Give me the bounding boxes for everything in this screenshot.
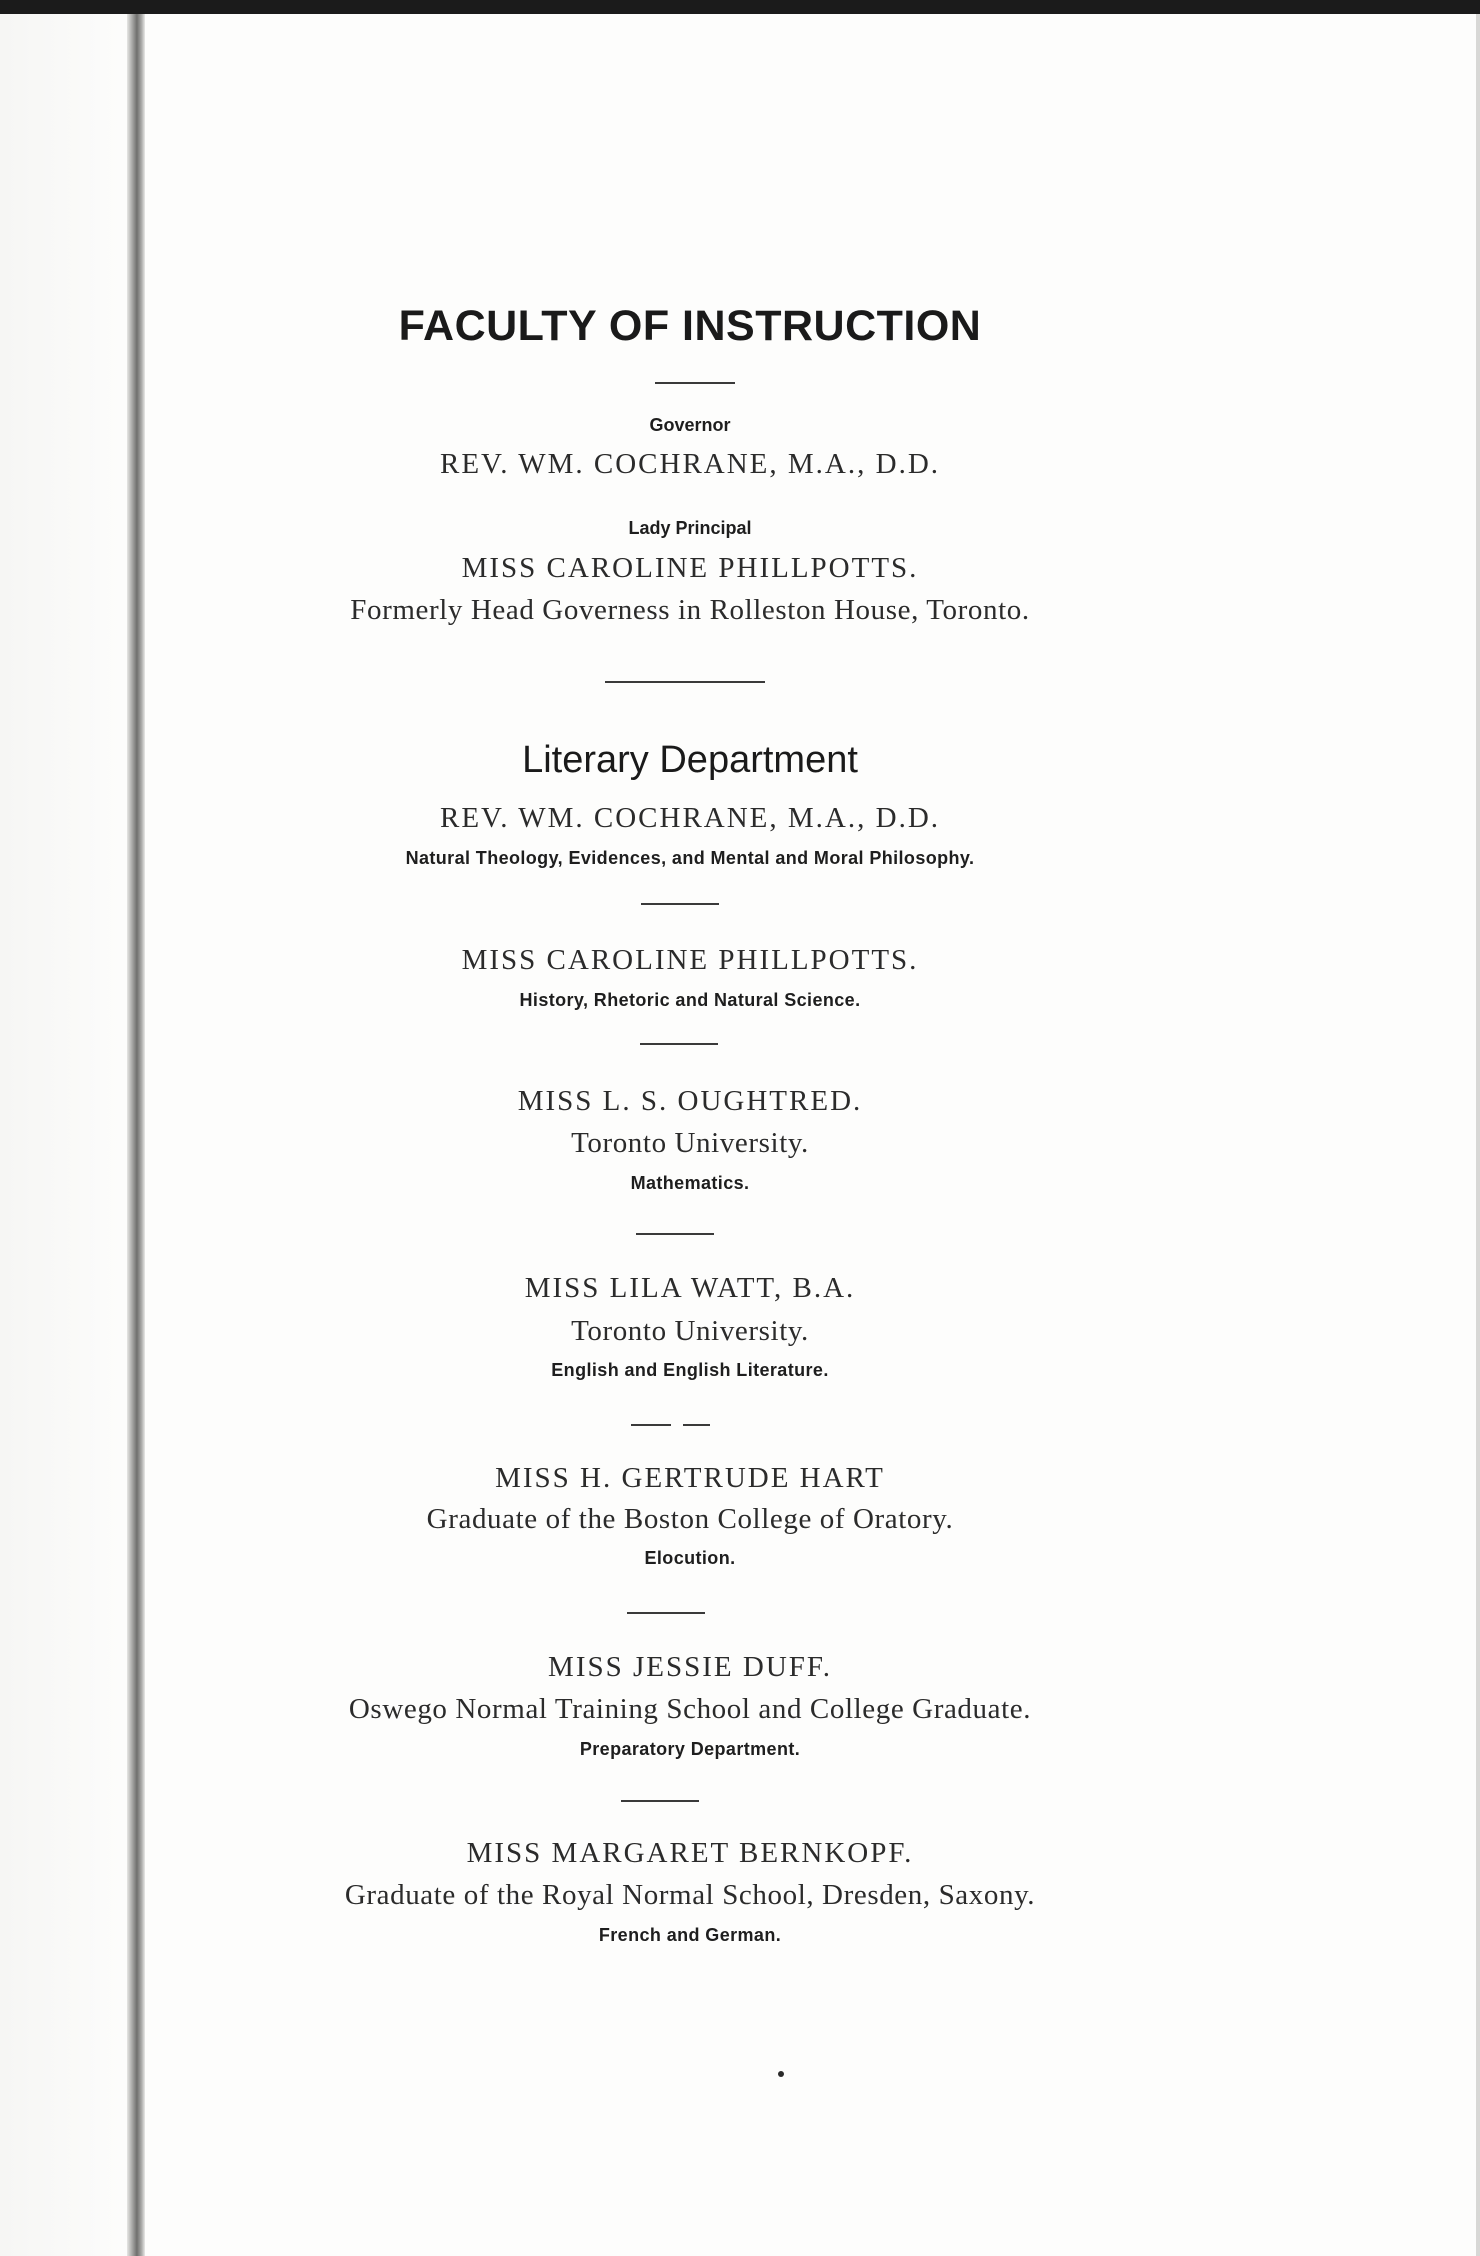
faculty-divider bbox=[640, 1043, 718, 1045]
faculty-divider bbox=[683, 1424, 710, 1426]
lady-principal-note: Formerly Head Governess in Rolleston House, Toronto. bbox=[350, 594, 1030, 626]
faculty-6-institution: Oswego Normal Training School and College Graduate. bbox=[348, 1693, 1032, 1725]
faculty-divider bbox=[641, 903, 719, 905]
faculty-4-name: MISS LILA WATT, B.A. bbox=[524, 1272, 856, 1304]
lady-principal-label: Lady Principal bbox=[628, 518, 752, 538]
faculty-3-subjects: Mathematics. bbox=[630, 1173, 750, 1193]
lady-principal-name: MISS CAROLINE PHILLPOTTS. bbox=[461, 552, 919, 584]
faculty-3-name: MISS L. S. OUGHTRED. bbox=[517, 1085, 863, 1117]
faculty-5-name: MISS H. GERTRUDE HART bbox=[495, 1462, 885, 1494]
faculty-2-name: MISS CAROLINE PHILLPOTTS. bbox=[461, 944, 919, 976]
faculty-4-institution: Toronto University. bbox=[571, 1315, 809, 1347]
faculty-4-subjects: English and English Literature. bbox=[551, 1360, 829, 1380]
faculty-6-subjects: Preparatory Department. bbox=[579, 1739, 801, 1759]
faculty-1-name: REV. WM. COCHRANE, M.A., D.D. bbox=[439, 802, 941, 834]
faculty-1-subjects: Natural Theology, Evidences, and Mental and Moral Philosophy. bbox=[405, 848, 975, 868]
governor-name: REV. WM. COCHRANE, M.A., D.D. bbox=[439, 448, 941, 480]
department-title: Literary Department bbox=[522, 739, 858, 781]
faculty-7-name: MISS MARGARET BERNKOPF. bbox=[466, 1837, 914, 1869]
faculty-6-name: MISS JESSIE DUFF. bbox=[548, 1651, 832, 1683]
faculty-divider bbox=[627, 1612, 705, 1614]
ink-dot-mark bbox=[778, 2071, 784, 2077]
section-divider bbox=[605, 681, 765, 683]
governor-label: Governor bbox=[649, 415, 731, 435]
title-rule bbox=[655, 382, 735, 384]
faculty-5-institution: Graduate of the Boston College of Oratory. bbox=[426, 1503, 954, 1535]
faculty-5-subjects: Elocution. bbox=[644, 1548, 736, 1568]
faculty-7-subjects: French and German. bbox=[598, 1925, 782, 1945]
faculty-7-institution: Graduate of the Royal Normal School, Dresden, Saxony. bbox=[344, 1879, 1036, 1911]
faculty-divider bbox=[636, 1233, 714, 1235]
page-title: FACULTY OF INSTRUCTION bbox=[398, 302, 982, 350]
faculty-2-subjects: History, Rhetoric and Natural Science. bbox=[519, 990, 861, 1010]
faculty-3-institution: Toronto University. bbox=[571, 1127, 809, 1159]
faculty-divider bbox=[631, 1424, 671, 1426]
faculty-divider bbox=[621, 1800, 699, 1802]
